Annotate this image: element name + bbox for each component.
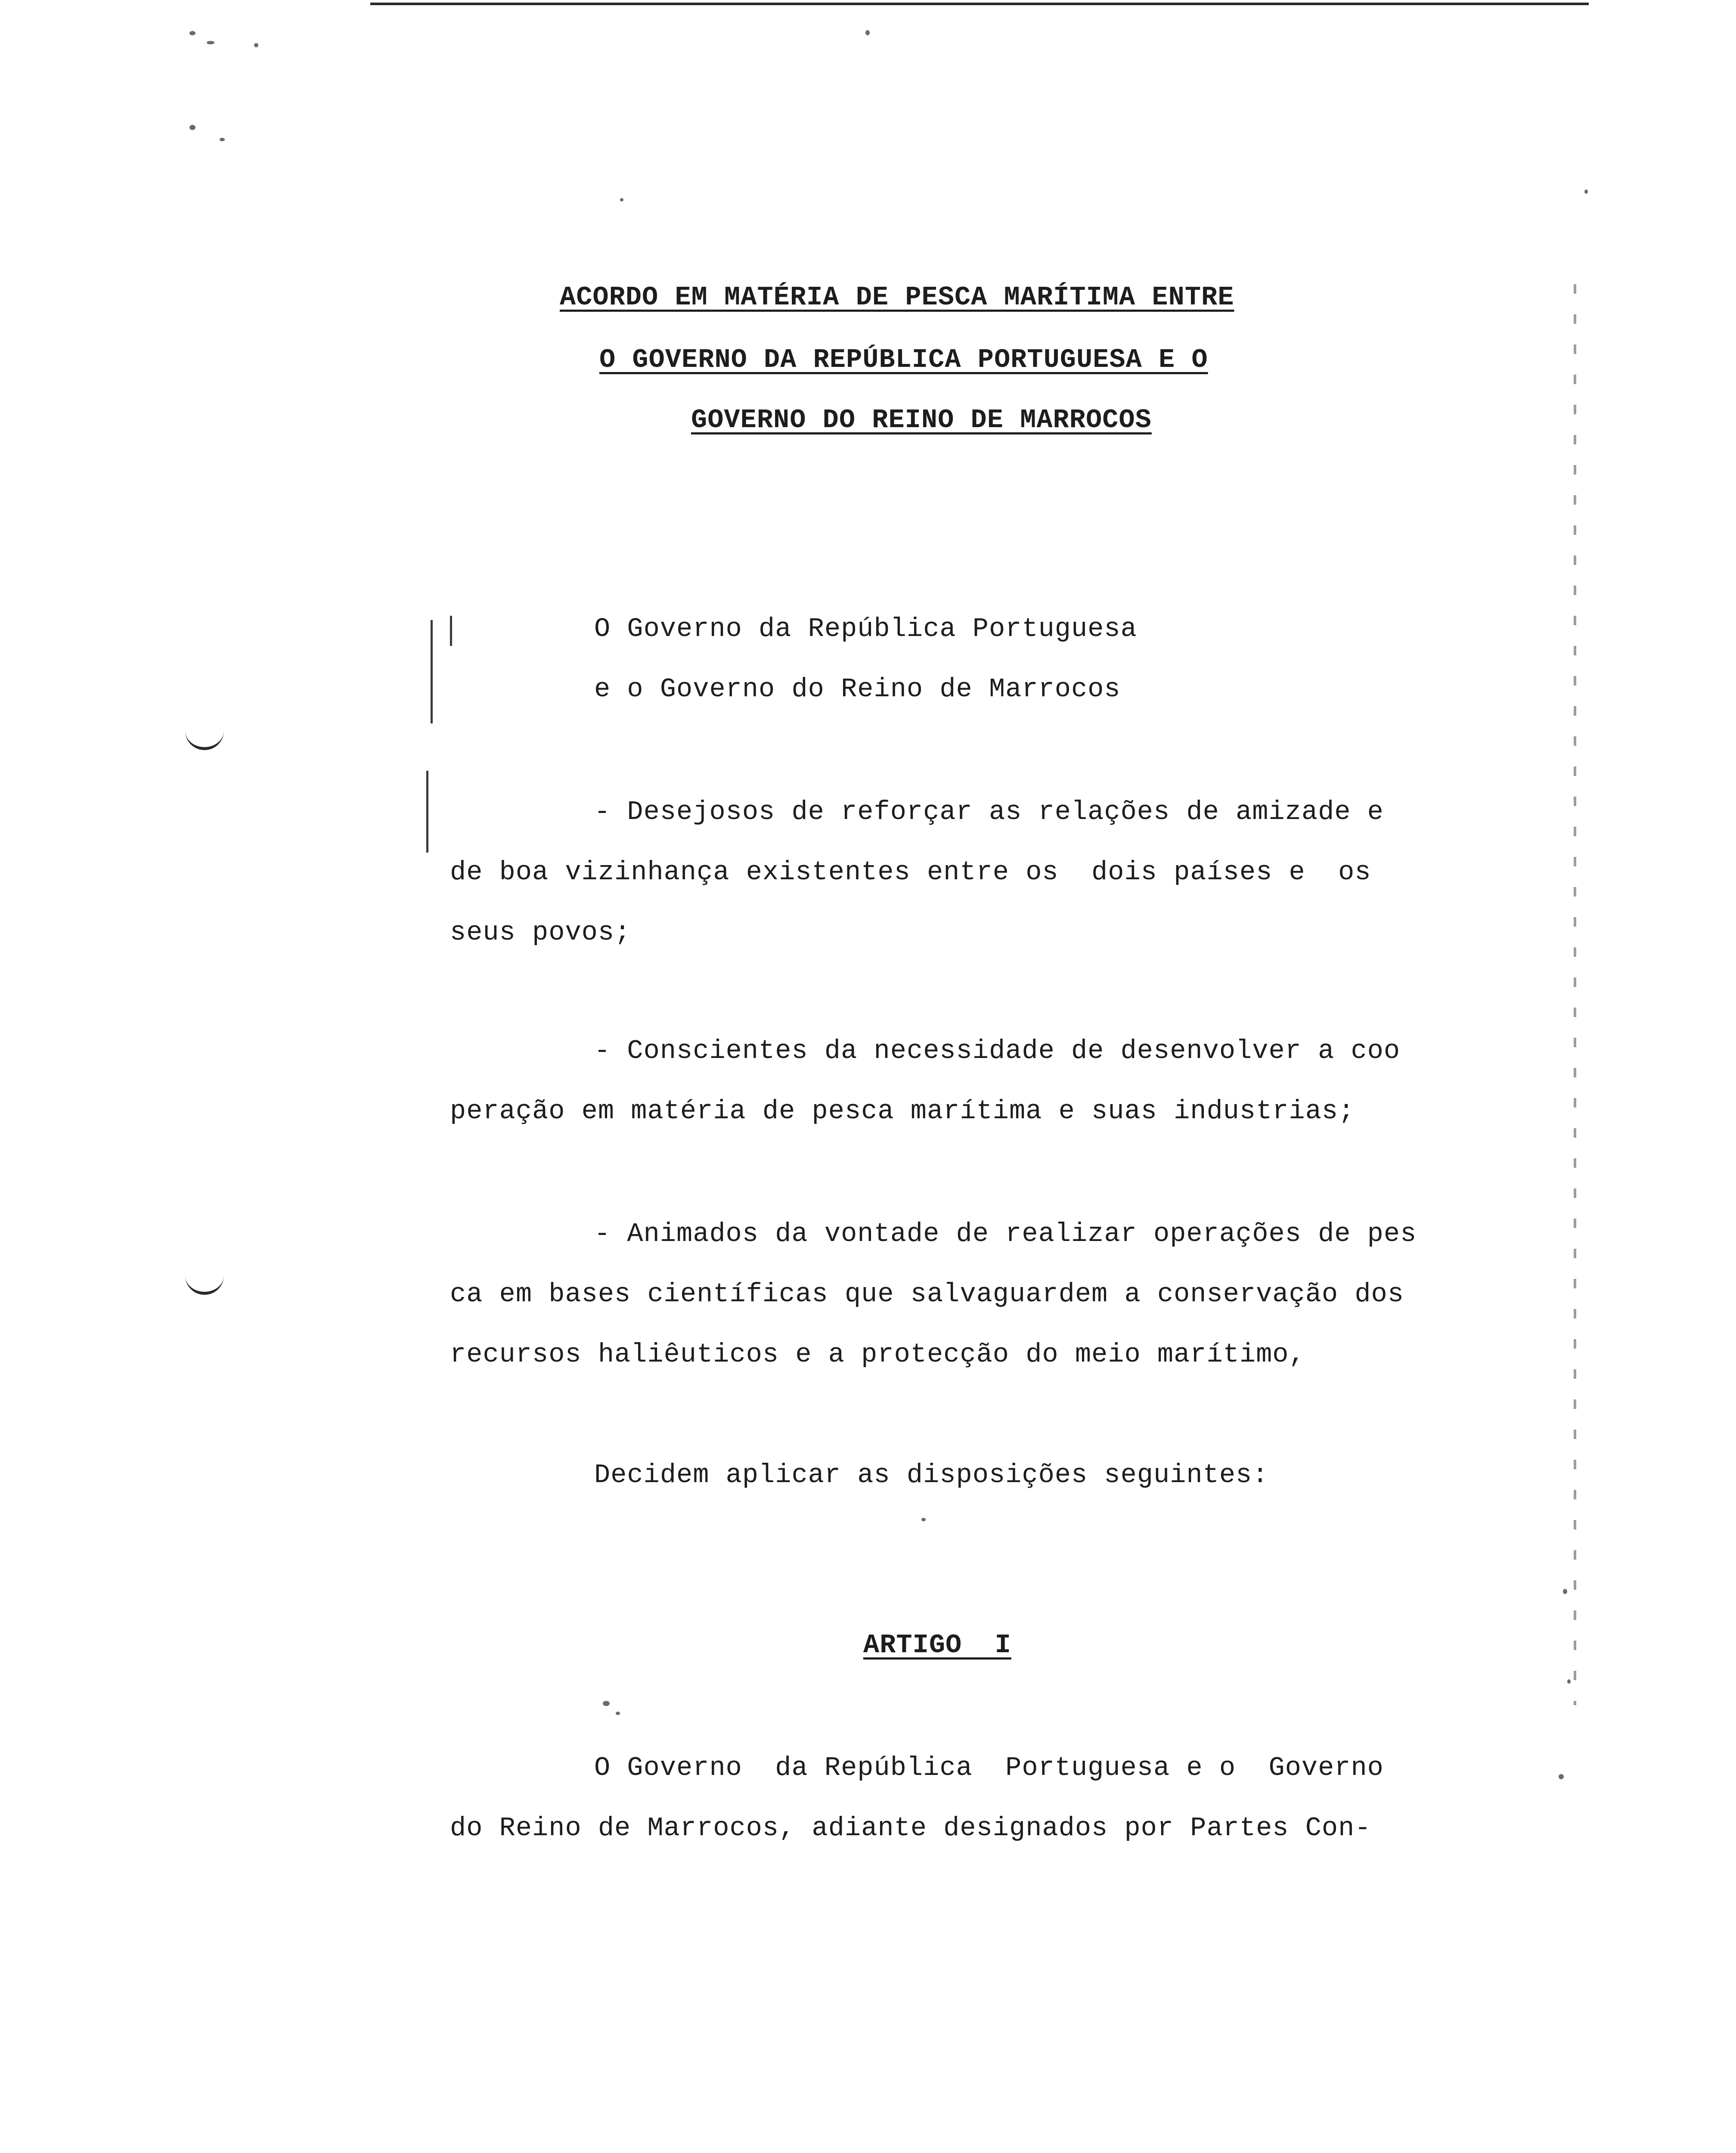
scan-mark bbox=[431, 620, 433, 723]
document-title-line-3: GOVERNO DO REINO DE MARROCOS bbox=[691, 405, 1152, 435]
article-heading: ARTIGO I bbox=[863, 1630, 1011, 1660]
preamble-clause-3-line-1: - Animados da vontade de realizar operações de pes bbox=[594, 1219, 1417, 1249]
preamble-clause-3-line-3: recursos haliêuticos e a protecção do meio marítimo, bbox=[450, 1339, 1305, 1370]
document-title-line-1: ACORDO EM MATÉRIA DE PESCA MARÍTIMA ENTRE bbox=[560, 282, 1234, 313]
party-portugal: O Governo da República Portuguesa bbox=[594, 614, 1137, 644]
scan-margin-marks bbox=[1574, 284, 1576, 1705]
preamble-clause-2-line-2: peração em matéria de pesca marítima e suas industrias; bbox=[450, 1096, 1355, 1126]
preamble-clause-1-line-2: de boa vizinhança existentes entre os dois países e os bbox=[450, 857, 1371, 887]
scan-mark bbox=[185, 1275, 224, 1295]
scan-mark bbox=[450, 616, 452, 646]
party-morocco: e o Governo do Reino de Marrocos bbox=[594, 674, 1121, 704]
scan-mark bbox=[185, 730, 224, 750]
preamble-clause-1-line-1: - Desejosos de reforçar as relações de amizade e bbox=[594, 797, 1384, 827]
document-title-line-2: O GOVERNO DA REPÚBLICA PORTUGUESA E O bbox=[599, 344, 1208, 375]
page-top-rule bbox=[370, 3, 1589, 5]
scan-mark bbox=[426, 771, 428, 853]
preamble-clause-2-line-1: - Conscientes da necessidade de desenvolver a coo bbox=[594, 1036, 1401, 1066]
decision-line: Decidem aplicar as disposições seguintes: bbox=[594, 1460, 1269, 1490]
article-line-2: do Reino de Marrocos, adiante designados por Partes Con- bbox=[450, 1813, 1371, 1843]
article-line-1: O Governo da República Portuguesa e o Governo bbox=[594, 1753, 1384, 1783]
preamble-clause-1-line-3: seus povos; bbox=[450, 917, 631, 948]
preamble-clause-3-line-2: ca em bases científicas que salvaguardem a conservação dos bbox=[450, 1279, 1404, 1309]
